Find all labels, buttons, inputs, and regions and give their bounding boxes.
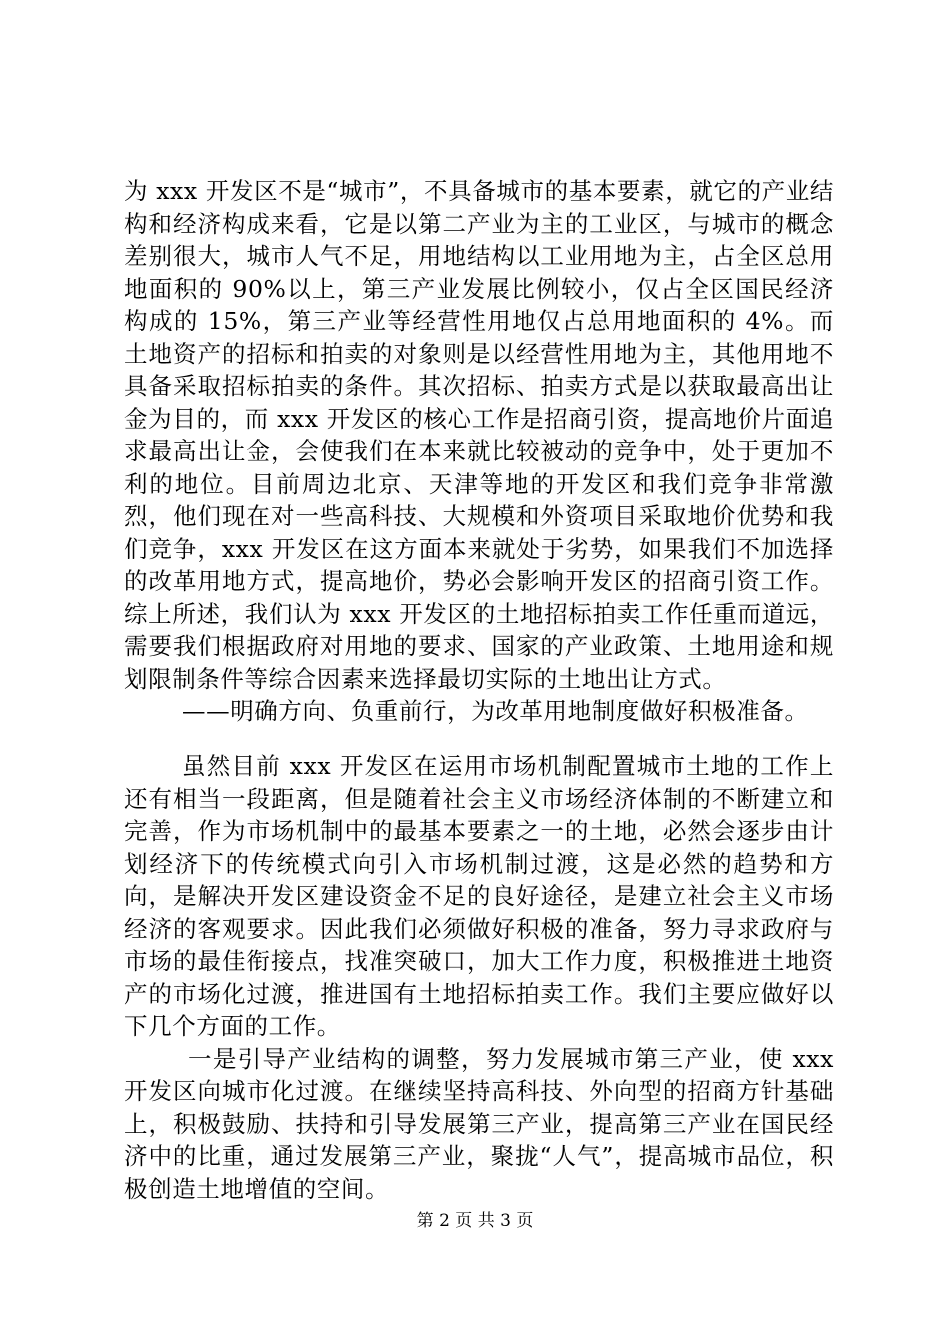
text-block-lower <box>124 750 834 1205</box>
page-indicator: 第 2 页 共 3 页 <box>416 1211 534 1231</box>
paragraph-continued: 为 xxx 开发区不是“城市”，不具备城市的基本要素，就它的产业结构和经济构成来看，它是以第二产业为主的工业区，与城市的概念差别很大，城市人气不足，用地结构以工业用地为主，占全区总用地面积的 90%以上，第三产业发展比例较小，仅占全区国民经济构成的 15%，第三产业等经营性用地仅占总用地面积的 4%。而土地资产的招标和拍卖的对象则是以经营性用地为主，其他用地不具备采取招标拍卖的条件。其次招标、拍卖方式是以获取最高出让金为目的，而 xxx 开发区的核心工作是招商引资，提高地价片面追求最高出让金，会使我们在本来就比较被动的竞争中，处于更加不利的地位。目前周边北京、天津等地的开发区和我们竞争非常激烈，他们现在对一些高科技、大规模和外资项目采取地价优势和我们竞争，xxx 开发区在这方面本来就处于劣势，如果我们不加选择的改革用地方式，提高地价，势必会影响开发区的招商引资工作。综上所述，我们认为 xxx 开发区的土地招标拍卖工作任重而道远，需要我们根据政府对用地的要求、国家的产业政策、土地用途和规划限制条件等综合因素来选择最切实际的土地出让方式。 <box>124 177 834 693</box>
paragraph-main: 虽然目前 xxx 开发区在运用市场机制配置城市土地的工作上还有相当一段距离，但是随着社会主义市场经济体制的不断建立和完善，作为市场机制中的最基本要素之一的土地，必然会逐步由计划经济下的传统模式向引入市场机制过渡，这是必然的趋势和方向，是解决开发区建设资金不足的良好途径，是建立社会主义市场经济的客观要求。因此我们必须做好积极的准备，努力寻求政府与市场的最佳衔接点，找准突破口，加大工作力度，积极推进土地资产的市场化过渡，推进国有土地招标拍卖工作。我们主要应做好以下几个方面的工作。 <box>124 752 834 1040</box>
paragraph-item-1: 一是引导产业结构的调整，努力发展城市第三产业，使 xxx 开发区向城市化过渡。在继续坚持高科技、外向型的招商方针基础上，积极鼓励、扶持和引导发展第三产业，提高第三产业在国民经济中的比重，通过发展第三产业，聚拢“人气”，提高城市品位，积极创造土地增值的空间。 <box>124 1044 834 1203</box>
text-block-upper <box>124 175 834 728</box>
page-footer <box>0 1210 950 1232</box>
section-heading: ——明确方向、负重前行，为改革用地制度做好积极准备。 <box>182 697 809 725</box>
